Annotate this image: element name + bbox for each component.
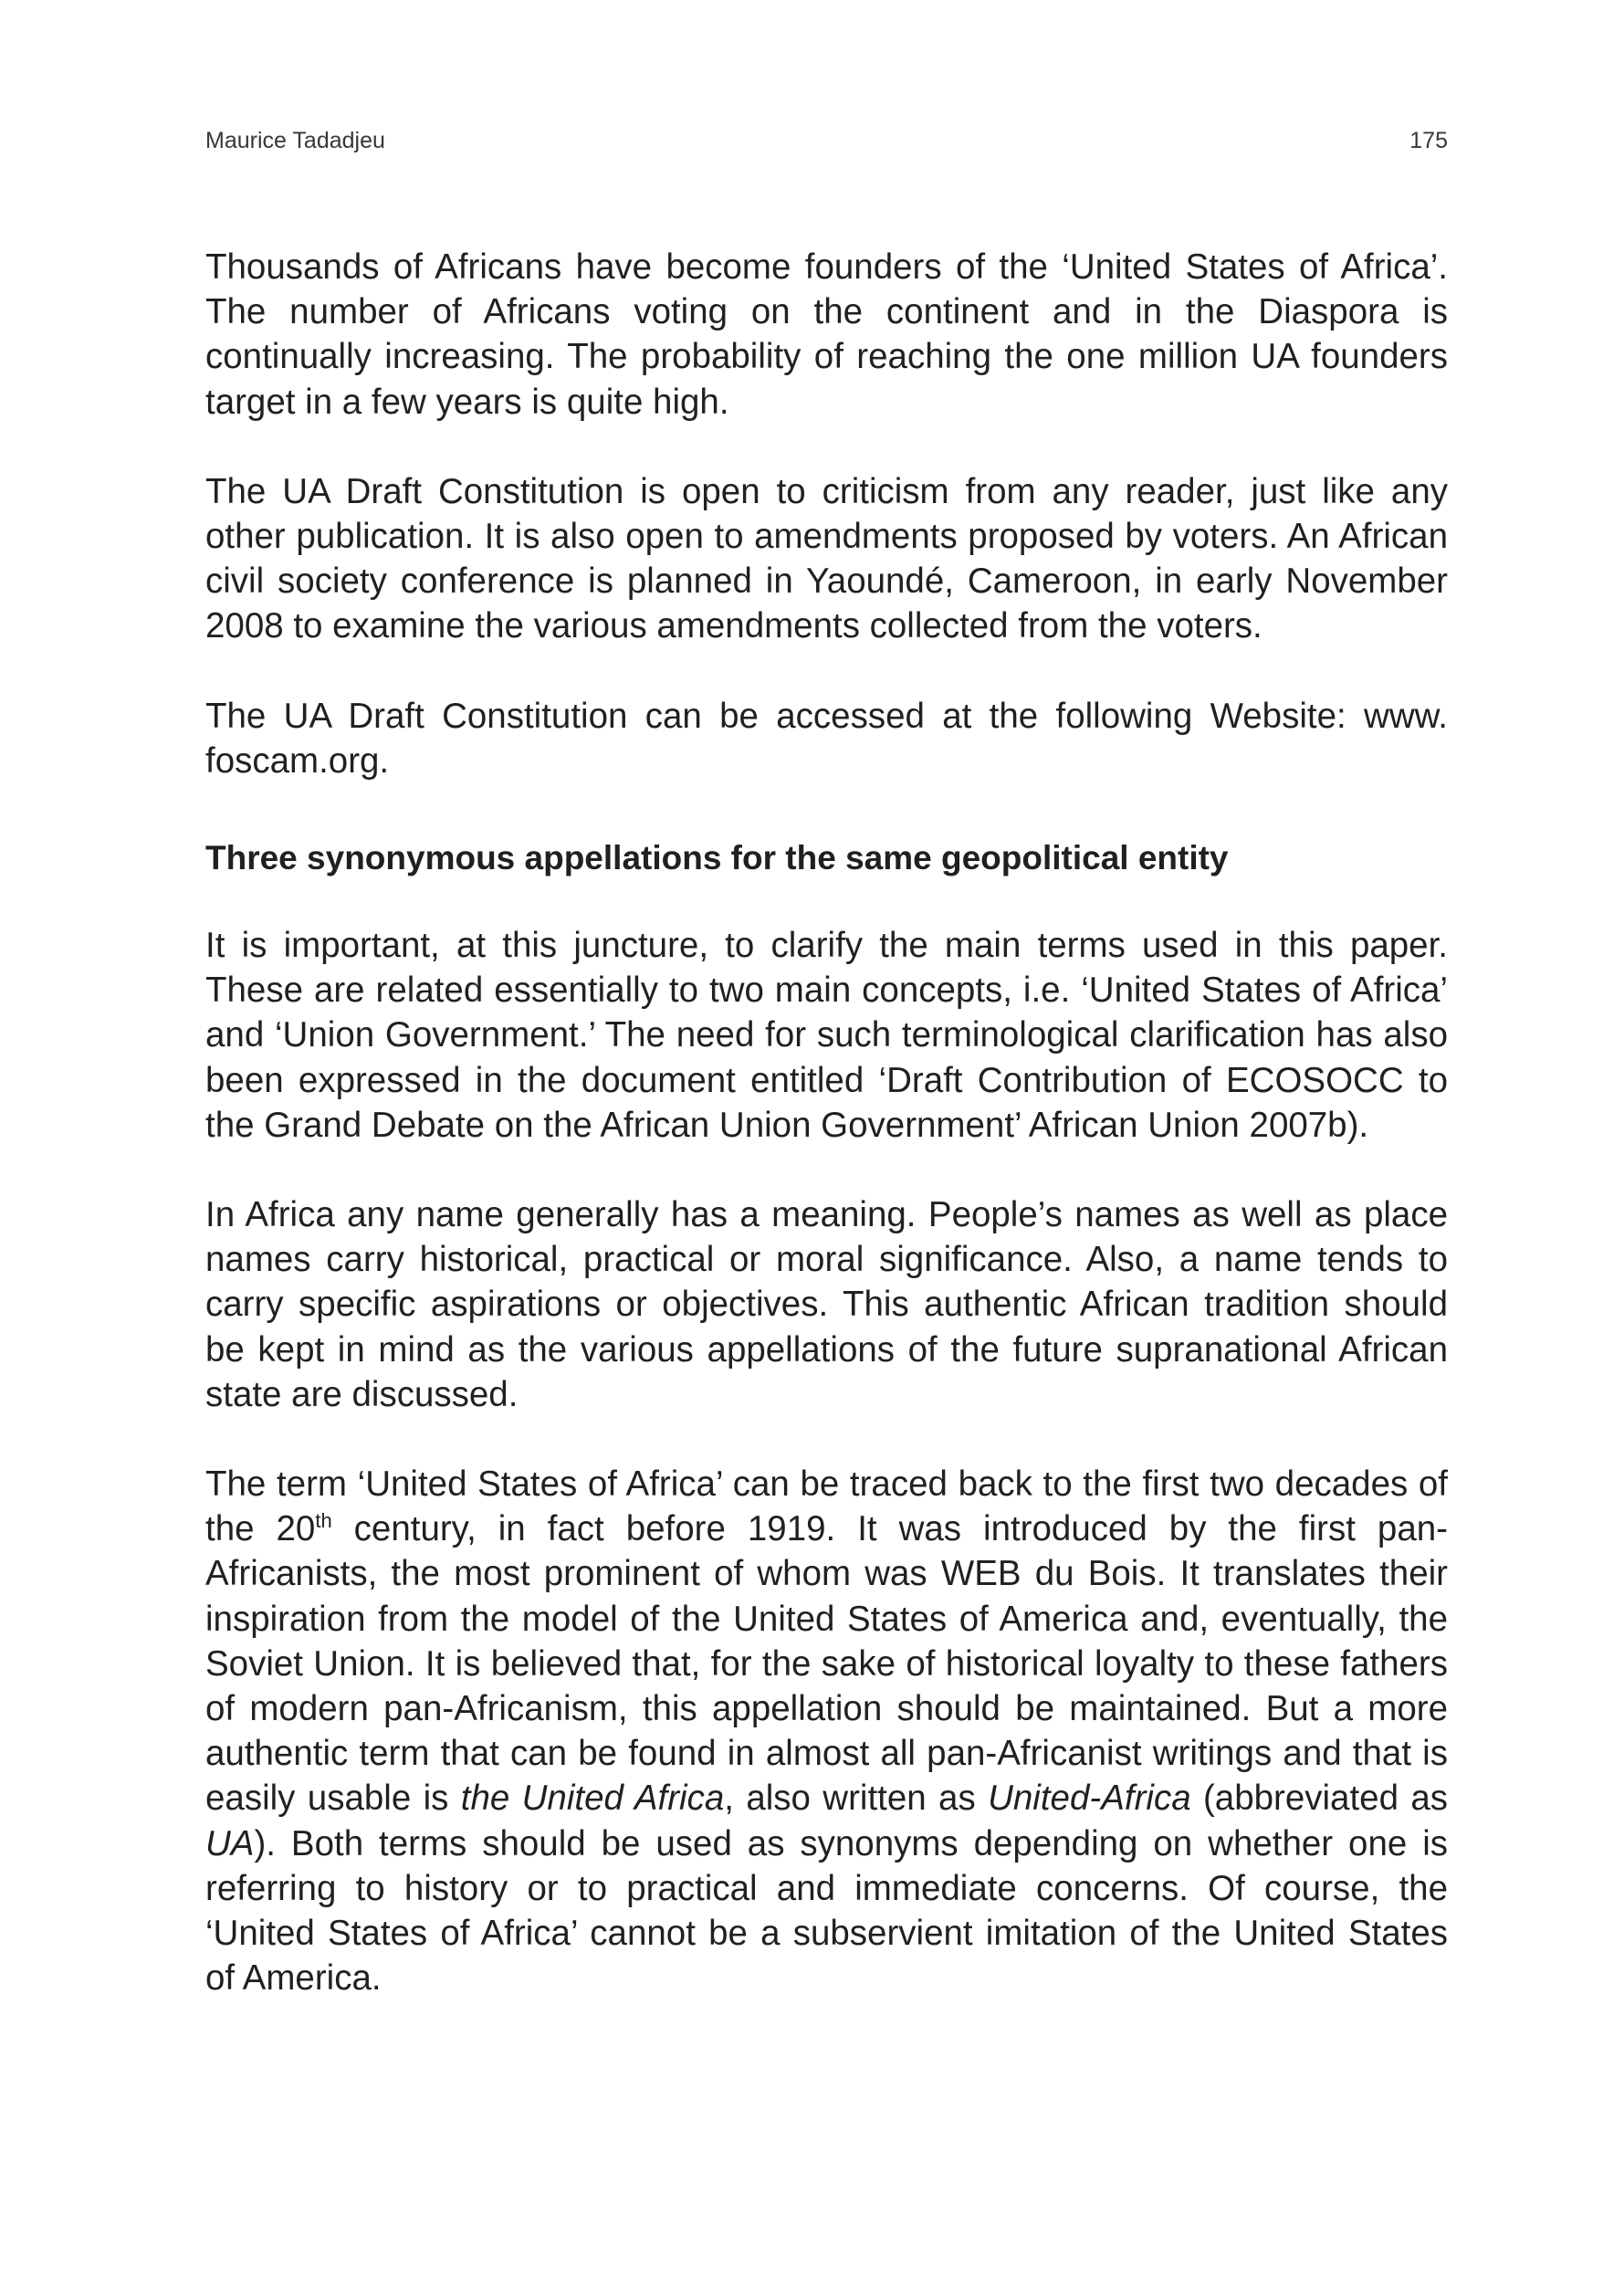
paragraph-4: It is important, at this juncture, to clarify the main terms used in this paper. These are related essentially to two main concepts, i.e. ‘United States of Africa’ and ‘Union Government.’ The need for such terminological clarification has also been expressed in the document entitled ‘Draft Contribution of ECOSOCC to the Grand Debate on the African Union Government’ African Union 2007b). (205, 926, 1448, 1145)
running-head-author: Maurice Tadadjeu (205, 128, 385, 153)
paragraph-6-text: century, in fact before 1919. It was introduced by the first pan-Africanists, the most prominent of whom was WEB du Bois. It translates their inspiration from the model of the United States of America and, eventually, the Soviet Union. It is believed that, for the sake of historical loyalty to these fathers of modern pan-Africanism, this appellation should be maintained. But a more authentic term that can be found in almost all pan-Africanist writings and that is easily usable is (205, 1509, 1448, 1819)
italic-term: the United Africa (460, 1779, 725, 1819)
paragraph-6-text: , also written as (724, 1779, 989, 1819)
section-heading: Three synonymous appellations for the same geopolitical entity (205, 839, 1229, 877)
paragraph-6-text: (abbreviated as (1190, 1779, 1449, 1819)
paragraph-6 (205, 1462, 1448, 2000)
running-header (205, 124, 1448, 157)
paragraph-1: Thousands of Africans have become founders of the ‘United States of Africa’. The number of Africans voting on the continent and in the Diaspora is continually increasing. The probability of reaching the one million UA founders target in a few years is quite high. (205, 247, 1448, 422)
paragraph-2: The UA Draft Constitution is open to criticism from any reader, just like any other publication. It is also open to amendments proposed by voters. An African civil society conference is planned in Yaoundé, Cameroon, in early November 2008 to examine the various amendments collected from the voters. (205, 471, 1448, 646)
italic-term: United-Africa (988, 1779, 1191, 1819)
page-number: 175 (1409, 128, 1448, 153)
paragraph-6-text: The term ‘United States of Africa’ can be traced back to the first two decades of the 20 (205, 1464, 1448, 1549)
paragraph-3: The UA Draft Constitution can be accessed at the following Website: www. foscam.org. (205, 696, 1448, 781)
body-text (205, 245, 1448, 2046)
ordinal-superscript: th (315, 1509, 332, 1533)
italic-term: UA (205, 1823, 255, 1863)
paragraph-6-text: ). Both terms should be used as synonyms depending on whether one is referring to history or to practical and immediate concerns. Of course, the ‘United States of Africa’ cannot be a subservient imitation of the United States of America. (205, 1823, 1448, 1999)
paragraph-5: In Africa any name generally has a meaning. People’s names as well as place names carry historical, practical or moral significance. Also, a name tends to carry specific aspirations or objectives. This authentic African tradition should be kept in mind as the various appellations of the future supranational African state are discussed. (205, 1195, 1448, 1414)
